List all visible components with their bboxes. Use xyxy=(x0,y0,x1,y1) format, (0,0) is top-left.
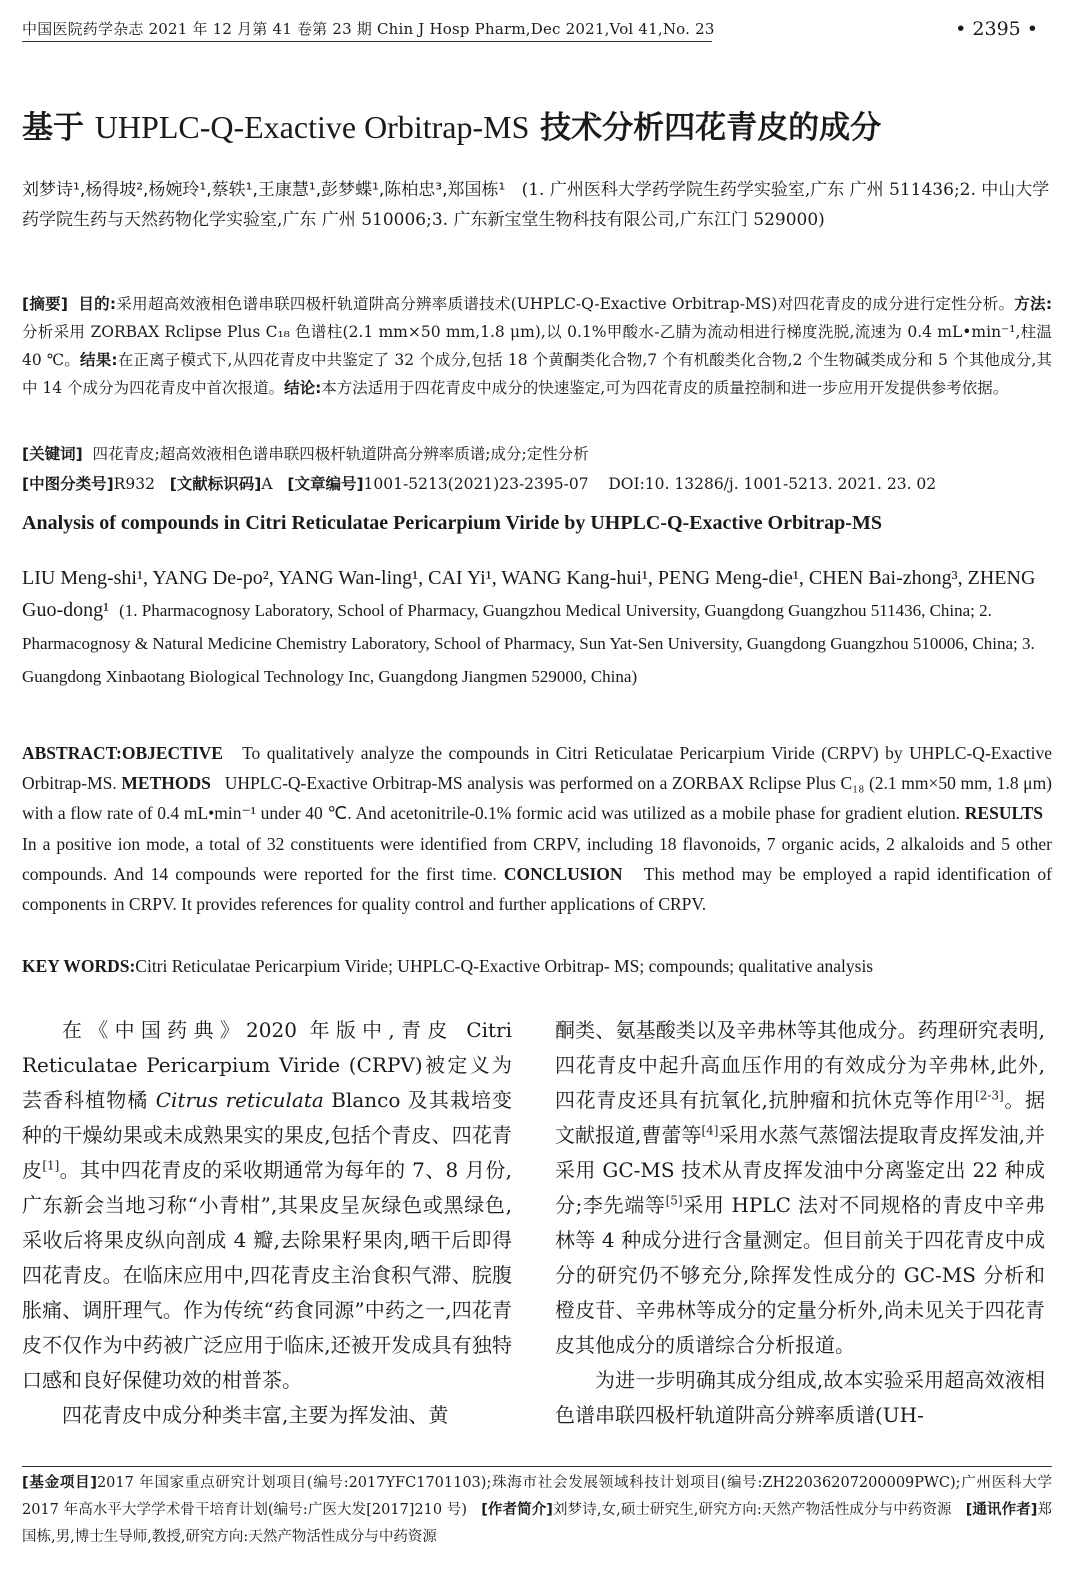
article-no-label: [文章编号] xyxy=(287,475,364,493)
abstract-en xyxy=(22,738,1052,919)
objective-en: To qualitatively analyze the compounds in Citri Reticulatae Pericarpium Viride (CRPV) by UHPLC-Q-Exactive Orbitrap-MS. xyxy=(22,743,1052,794)
conclusion-label: 结论: xyxy=(284,379,322,397)
species-name: Citrus reticulata xyxy=(155,1088,324,1112)
keywords-en xyxy=(22,952,1052,980)
title-post: 技术分析四花青皮的成分 xyxy=(529,110,882,146)
clc-label: [中图分类号] xyxy=(22,475,114,493)
body-column-right xyxy=(555,1013,1045,1433)
body-paragraph xyxy=(555,1013,1045,1363)
keywords-text: 四花青皮;超高效液相色谱串联四极杆轨道阱高分辨率质谱;成分;定性分析 xyxy=(92,445,589,463)
citation-ref[interactable]: [4] xyxy=(701,1123,719,1138)
methods-label: 方法: xyxy=(1014,295,1053,313)
author-names-en: LIU Meng-shi¹, YANG De-po², YANG Wan-ling¹, CAI Yi¹, WANG Kang-hui¹, PENG Meng-die¹, CHEN Bai-zhong³, ZHENG Guo-dong¹ xyxy=(22,567,1036,621)
abstract-en-label: ABSTRACT:OBJECTIVE xyxy=(22,743,223,763)
footnote-rule xyxy=(22,1466,1052,1467)
body-paragraph: 为进一步明确其成分组成,故本实验采用超高效液相色谱串联四极杆轨道阱高分辨率质谱(UH- xyxy=(555,1368,1045,1427)
methods-text: 分析采用 ZORBAX Rclipse Plus C₁₈ 色谱柱(2.1 mm×50 mm,1.8 μm),以 0.1%甲酸水-乙腈为流动相进行梯度洗脱,流速为 0.4 mL•min⁻¹,柱温 40 ℃。 xyxy=(22,323,1052,369)
doc-code-value: A xyxy=(261,475,273,493)
header-rule xyxy=(22,41,712,42)
objective-label: 目的: xyxy=(78,295,117,313)
authors-en xyxy=(22,562,1052,693)
conclusion-en: This method may be employed a rapid identification of components in CRPV. It provides references for quality control and further applications of CRPV. xyxy=(22,863,1052,915)
article-no-value: 1001-5213(2021)23-2395-07 xyxy=(363,475,589,493)
fund-label: [基金项目] xyxy=(22,1475,97,1491)
doi: DOI:10. 13286/j. 1001-5213. 2021. 23. 02 xyxy=(608,475,937,493)
results-en: In a positive ion mode, a total of 32 constituents were identified from CRPV, including 18 flavonoids, 7 organic acids, 2 alkaloids and 5 other compounds. And 14 compounds were reported for the first time. xyxy=(22,833,1052,884)
body-paragraph: 四花青皮中成分种类丰富,主要为挥发油、黄 xyxy=(62,1403,449,1427)
body-column-left xyxy=(22,1013,512,1433)
author-affiliations-en: (1. Pharmacognosy Laboratory, School of Pharmacy, Guangzhou Medical University, Guangdong Guangzhou 511436, China; 2. Pharmacognosy & Natural Medicine Chemistry Laboratory, School of Pharmacy, Sun Yat-Sen University, Guangdong Guangzhou 510006, China; 3. Guangdong Xinbaotang Biological Technology Inc, Guangdong Jiangmen 529000, China) xyxy=(22,601,1035,686)
results-en-label: RESULTS xyxy=(964,803,1043,824)
footnotes xyxy=(22,1470,1052,1551)
methods-en-label: METHODS xyxy=(121,773,211,794)
body-text: 。其中四花青皮的采收期通常为每年的 7、8 月份,广东新会当地习称“小青柑”,其果皮呈灰绿色或黑绿色,采收后将果皮纵向剖成 4 瓣,去除果籽果肉,晒干后即得四花青皮。在临床应用中,四花青皮主治食积气滞、脘腹胀痛、调肝理气。作为传统“药食同源”中药之一,四花青皮不仅作为中药被广泛应用于临床,还被开发成具有独特口感和良好保健功效的柑普茶。 xyxy=(22,1158,512,1392)
citation-ref[interactable]: [5] xyxy=(665,1193,683,1208)
article-title xyxy=(22,102,881,147)
fund-text: 2017 年国家重点研究计划项目(编号:2017YFC1701103);珠海市社会发展领域科技计划项目(编号:ZH22036207200009PWC);广州医科大学 2017 年高水平大学学术骨干培育计划(编号:广医大发[2017]210 号) xyxy=(22,1475,1052,1518)
keywords-label: [关键词] xyxy=(22,445,83,463)
author-bio-label: [作者简介] xyxy=(481,1502,553,1518)
title-latin: UHPLC-Q-Exactive Orbitrap-MS xyxy=(94,109,530,145)
classification-line xyxy=(22,470,1052,498)
keywords-cn xyxy=(22,440,1052,468)
citation-ref[interactable]: [1] xyxy=(42,1158,60,1173)
page-number: • 2395 • xyxy=(955,18,1038,40)
conclusion-text: 本方法适用于四花青皮中成分的快速鉴定,可为四花青皮的质量控制和进一步应用开发提供参考依据。 xyxy=(321,379,1009,397)
authors-cn xyxy=(22,175,1052,235)
doc-code-label: [文献标识码] xyxy=(169,475,262,493)
results-text: 在正离子模式下,从四花青皮中共鉴定了 32 个成分,包括 18 个黄酮类化合物,7 个有机酸类化合物,2 个生物碱类成分和 5 个其他成分,其中 14 个成分为四花青皮中首次报道。 xyxy=(22,351,1052,397)
keywords-en-label: KEY WORDS: xyxy=(22,956,136,976)
body-text: 在《中国药典》2020 年版中,青皮 Citri Reticulatae Pericarpium Viride (CRPV)被定义为芸香科植物橘 xyxy=(22,1018,512,1112)
title-en: Analysis of compounds in Citri Reticulatae Pericarpium Viride by UHPLC-Q-Exactive Orbitrap-MS xyxy=(22,512,882,534)
results-label: 结果: xyxy=(80,351,118,369)
author-bio-text: 刘梦诗,女,硕士研究生,研究方向:天然产物活性成分与中药资源 xyxy=(552,1502,952,1518)
methods-en: UHPLC-Q-Exactive Orbitrap-MS analysis was performed on a ZORBAX Rclipse Plus C₁₈ (2.1 mm×50 mm, 1.8 μm) with a flow rate of 0.4 mL•min⁻¹ under 40 ℃. And acetonitrile-0.1% formic acid was utilized as a mobile phase for gradient elution. xyxy=(22,773,1053,824)
journal-header: 中国医院药学杂志 2021 年 12 月第 41 卷第 23 期 Chin J Hosp Pharm,Dec 2021,Vol 41,No. 23 xyxy=(22,20,715,38)
citation-ref[interactable]: [2-3] xyxy=(975,1088,1004,1103)
body-text: 。据文献报道,曹蕾等 xyxy=(555,1088,1046,1147)
body-text: 采用 HPLC 法对不同规格的青皮中辛弗林等 4 种成分进行含量测定。但目前关于四花青皮中成分的研究仍不够充分,除挥发性成分的 GC-MS 分析和橙皮苷、辛弗林等成分的定量分析外,尚未见关于四花青皮其他成分的质谱综合分析报道。 xyxy=(555,1193,1045,1357)
body-text: 采用水蒸气蒸馏法提取青皮挥发油,并采用 GC-MS 技术从青皮挥发油中分离鉴定出 22 种成分;李先端等 xyxy=(555,1123,1046,1217)
conclusion-en-label: CONCLUSION xyxy=(503,863,623,884)
abstract-label: [摘要] xyxy=(22,295,68,313)
title-pre: 基于 xyxy=(22,110,95,146)
author-names-cn: 刘梦诗¹,杨得坡²,杨婉玲¹,蔡轶¹,王康慧¹,彭梦蝶¹,陈柏忠³,郑国栋¹ xyxy=(22,180,506,200)
keywords-en-text: Citri Reticulatae Pericarpium Viride; UHPLC-Q-Exactive Orbitrap- MS; compounds; qualitative analysis xyxy=(135,956,874,976)
body-text: 酮类、氨基酸类以及辛弗林等其他成分。药理研究表明,四花青皮中起升高血压作用的有效成分为辛弗林,此外,四花青皮还具有抗氧化,抗肿瘤和抗休克等作用 xyxy=(555,1018,1045,1112)
clc-value: R932 xyxy=(113,475,155,493)
corresponding-text: 郑国栋,男,博士生导师,教授,研究方向:天然产物活性成分与中药资源 xyxy=(22,1502,1053,1545)
body-text: Blanco 及其栽培变种的干燥幼果或未成熟果实的果皮,包括个青皮、四花青皮 xyxy=(22,1088,513,1182)
abstract-cn xyxy=(22,290,1052,402)
corresponding-label: [通讯作者] xyxy=(965,1502,1038,1518)
author-affiliations-cn: (1. 广州医科大学药学院生药学实验室,广东 广州 511436;2. 中山大学药学院生药与天然药物化学实验室,广东 广州 510006;3. 广东新宝堂生物科技有限公司,广东江门 529000) xyxy=(22,180,1050,230)
body-paragraph xyxy=(22,1013,512,1398)
objective-text: 采用超高效液相色谱串联四极杆轨道阱高分辨率质谱技术(UHPLC-Q-Exactive Orbitrap-MS)对四花青皮的成分进行定性分析。 xyxy=(116,295,1015,313)
